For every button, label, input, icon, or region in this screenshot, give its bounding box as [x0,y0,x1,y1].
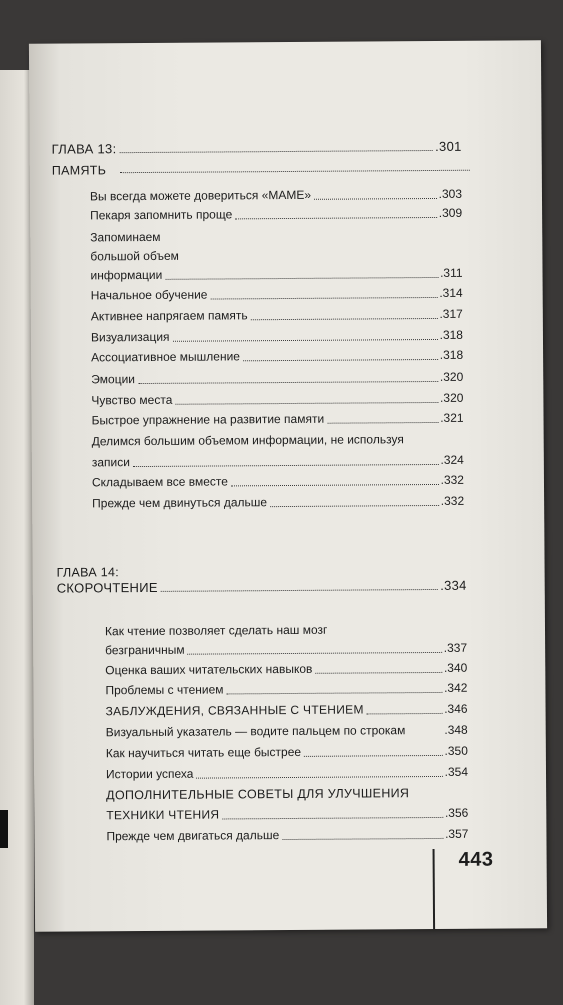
leader-dots [327,422,438,424]
leader-dots [314,198,437,200]
chapter-13-title: ПАМЯТЬ [52,163,107,178]
toc-entry-label: Как научиться читать еще быстрее [106,745,301,761]
toc-entry-page: .340 [444,661,467,676]
toc-chapter-13-heading[interactable] [52,139,462,157]
toc-entry-page: .354 [445,765,468,780]
leader-dots [304,755,442,757]
toc-entry[interactable] [91,307,463,325]
leader-dots [235,217,437,219]
toc-entry[interactable] [91,286,463,304]
page-number: 443 [459,849,494,872]
toc-entry-page: .317 [439,307,462,322]
toc-entry-page: .356 [445,806,468,821]
toc-entry-label-line: большой объем [90,249,179,265]
toc-entry-label: ТЕХНИКИ ЧТЕНИЯ [106,807,219,823]
toc-entry-page: .337 [444,641,467,656]
toc-entry-page: .320 [440,370,463,385]
toc-entry-page: .342 [444,681,467,696]
toc-entry-label: Пекаря запомнить проще [90,207,232,223]
leader-dots [222,817,443,820]
toc-entry[interactable] [92,473,464,491]
chapter-14-page: .334 [440,578,467,593]
toc-entry-page: .321 [440,411,463,426]
toc-entry-label: Проблемы с чтением [105,682,223,698]
toc-entry-label: Оценка ваших читательских навыков [105,662,312,678]
toc-entry-label: Истории успеха [106,767,193,783]
toc-chapter-14-title[interactable] [57,578,467,596]
toc-entry-label: Визуализация [91,330,170,346]
toc-entry-label-line: Делимся большим объемом информации, не используя [92,432,404,449]
toc-entry[interactable] [106,827,468,845]
leader-dots [175,402,438,405]
toc-entry-page: .332 [441,473,464,488]
toc-entry[interactable] [91,328,463,346]
toc-entry-label: Ассоциативное мышление [91,349,240,365]
toc-entry-label: Эмоции [91,372,135,387]
toc-entry-label-line: Запоминаем [90,230,160,245]
toc-entry-label-line: ДОПОЛНИТЕЛЬНЫЕ СОВЕТЫ ДЛЯ УЛУЧШЕНИЯ [106,786,409,803]
toc-entry[interactable] [91,348,463,366]
toc-entry-label: ЗАБЛУЖДЕНИЯ, СВЯЗАННЫЕ С ЧТЕНИЕМ [106,702,364,719]
toc-entry[interactable] [90,187,462,205]
leader-dots [165,277,438,280]
toc-entry-label: Активнее напрягаем память [91,308,248,324]
leader-dots [210,297,437,300]
leader-dots [133,464,439,467]
toc-entry-label: записи [92,455,130,470]
toc-entry-page: .311 [440,266,463,281]
folio-rule [433,849,435,929]
toc-entry-label: Быстрое упражнение на развитие памяти [91,412,324,429]
toc-entry-page: .303 [439,187,462,202]
leader-dots [367,713,442,715]
toc-entry[interactable] [106,765,468,783]
toc-entry[interactable] [106,744,468,762]
toc-entry[interactable] [90,206,462,224]
leader-dots [138,381,438,384]
toc-entry[interactable] [90,266,462,284]
chapter-14-label: ГЛАВА 14: [57,565,120,580]
toc-entry[interactable] [91,391,463,409]
toc-entry-page: .309 [439,206,462,221]
chapter-14-title: СКОРОЧТЕНИЕ [57,580,158,596]
toc-entry[interactable] [106,806,468,824]
toc-entry-page: .320 [440,391,463,406]
leader-dots [251,318,438,320]
toc-entry-page: .350 [444,744,467,759]
toc-entry[interactable] [92,494,464,512]
toc-entry-label: Вы всегда можете довериться «МАМЕ» [90,188,311,205]
toc-entry-page: .314 [439,286,462,301]
leader-dots [315,672,442,674]
toc-entry[interactable] [105,661,467,679]
toc-entry[interactable] [91,370,463,388]
leader-dots [173,339,438,342]
toc-entry-page: .324 [440,453,463,468]
toc-entry-page: .318 [440,328,463,343]
toc-entry-page: .348 [444,723,467,738]
leader-dots [282,838,443,840]
facing-page-mark [0,810,8,848]
leader-dots [119,150,433,153]
leader-dots [231,484,439,486]
leader-dots [161,589,438,592]
chapter-13-label: ГЛАВА 13: [52,141,117,156]
leader-dots [120,170,470,173]
toc-entry-page: .332 [441,494,464,509]
toc-entry[interactable] [105,681,467,699]
toc-entry-label: Прежде чем двигаться дальше [106,828,279,844]
leader-dots [188,652,442,655]
toc-entry-label: информации [90,268,162,284]
toc-entry[interactable] [105,641,467,659]
toc-entry-label-line: Как чтение позволяет сделать наш мозг [105,623,327,640]
toc-entry-label: Чувство места [91,393,172,409]
toc-entry-page: .346 [444,702,467,717]
toc-entry[interactable] [106,702,468,720]
toc-entry-label: Начальное обучение [91,288,208,304]
facing-page-edge [0,70,34,1005]
leader-dots [196,776,442,779]
toc-entry-label: Складываем все вместе [92,474,228,490]
toc-entry-label: Визуальный указатель — водите пальцем по строкам [106,723,406,740]
toc-entry-label: Прежде чем двинуться дальше [92,495,267,511]
toc-entry-label: безграничным [105,643,185,659]
toc-entry-page: .357 [445,827,468,842]
toc-entry-page: .318 [440,348,463,363]
leader-dots [243,359,438,361]
chapter-13-page: .301 [435,139,462,154]
toc-entry[interactable] [106,723,468,741]
leader-dots [227,692,443,695]
toc-entry[interactable] [92,453,464,471]
leader-dots [270,505,439,507]
toc-entry[interactable] [91,411,463,429]
book-page [29,40,547,932]
